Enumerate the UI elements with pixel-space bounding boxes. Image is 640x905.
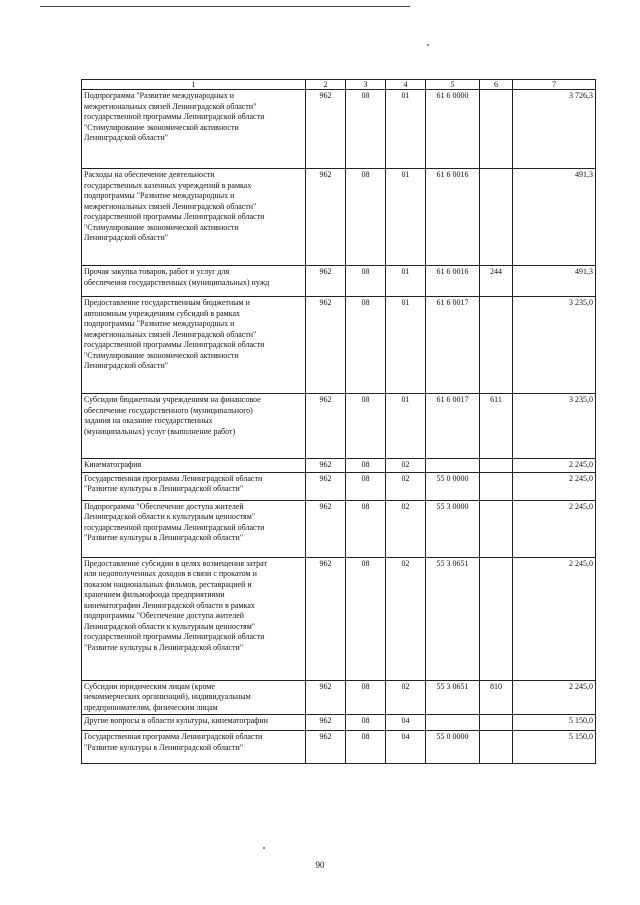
target-article-code: 61 6 0016 xyxy=(426,169,480,266)
section-code: 08 xyxy=(346,731,386,764)
amount: 2 245,0 xyxy=(513,472,596,500)
row-name xyxy=(82,297,306,394)
target-article-code xyxy=(426,459,480,473)
table-row xyxy=(82,731,596,764)
table-row xyxy=(82,500,596,557)
expense-type-code xyxy=(480,557,513,680)
row-name-line: Кинематография xyxy=(84,460,142,469)
row-name-line: кинематографии Ленинградской области в рамках xyxy=(84,600,255,610)
section-code: 08 xyxy=(346,394,386,459)
amount: 2 245,0 xyxy=(513,500,596,557)
amount: 2 245,0 xyxy=(513,557,596,680)
target-article-code xyxy=(426,715,480,731)
header-cell-6: 6 xyxy=(480,80,513,90)
row-name-line: Субсидии юридическим лицам (кроме xyxy=(84,681,215,691)
section-code: 08 xyxy=(346,459,386,473)
expense-type-code xyxy=(480,90,513,169)
row-name-line: подпрограммы "Развитие международных и xyxy=(84,319,235,328)
row-name xyxy=(82,557,306,680)
row-name-line: Прочая закупка товаров, работ и услуг для xyxy=(84,267,230,276)
table-row xyxy=(82,90,596,169)
row-name-line: автономным учреждениям субсидий в рамках xyxy=(84,308,241,318)
row-name-line: Ленинградской области к культурным ценностям" xyxy=(84,621,256,631)
row-name-line: Субсидии бюджетным учреждениям на финансовое xyxy=(84,395,261,404)
row-name-line: "Стимулирование экономической активности xyxy=(84,222,239,232)
row-name-line: межрегиональных связей Ленинградской области" xyxy=(84,201,257,211)
amount: 3 235,0 xyxy=(513,394,596,459)
section-code: 08 xyxy=(346,500,386,557)
ministry-code: 962 xyxy=(306,731,346,764)
subsection-code: 02 xyxy=(386,472,426,500)
row-name-line: Государственная программа Ленинградской области xyxy=(84,732,263,741)
row-name-line: "Развитие культуры в Ленинградской области" xyxy=(84,484,244,493)
page-number: 90 xyxy=(315,860,325,870)
row-name-line: государственной программы Ленинградской области xyxy=(84,632,265,641)
amount: 2 245,0 xyxy=(513,459,596,473)
subsection-code: 04 xyxy=(386,715,426,731)
subsection-code: 01 xyxy=(386,90,426,169)
table-row xyxy=(82,459,596,473)
row-name xyxy=(82,394,306,459)
row-name-line: Расходы на обеспечение деятельности xyxy=(84,170,215,179)
row-name-line: Предоставление субсидии в целях возмещения затрат xyxy=(84,558,267,568)
subsection-code: 01 xyxy=(386,266,426,297)
row-name xyxy=(82,266,306,297)
target-article-code: 55 3 0000 xyxy=(426,500,480,557)
target-article-code: 61 6 0017 xyxy=(426,297,480,394)
subsection-code: 01 xyxy=(386,394,426,459)
row-name-line: государственной программы Ленинградской области xyxy=(84,212,265,221)
expense-type-code xyxy=(480,500,513,557)
table-row xyxy=(82,297,596,394)
section-code: 08 xyxy=(346,169,386,266)
ministry-code: 962 xyxy=(306,90,346,169)
row-name-line: Ленинградской области" xyxy=(84,133,168,142)
subsection-code: 02 xyxy=(386,680,426,715)
section-code: 08 xyxy=(346,90,386,169)
row-name-line: "Развитие культуры в Ленинградской области" xyxy=(84,533,244,542)
header-cell-5: 5 xyxy=(426,80,480,90)
header-cell-3: 3 xyxy=(346,80,386,90)
section-code: 08 xyxy=(346,266,386,297)
row-name-line: хранением фильмофонда предприятиями xyxy=(84,590,225,599)
target-article-code: 61 6 0016 xyxy=(426,266,480,297)
row-name-line: подпрограммы "Развитие международных и xyxy=(84,191,235,200)
expense-type-code xyxy=(480,472,513,500)
row-name-line: обеспечения государственных (муниципальных) нужд xyxy=(84,277,270,287)
row-name-line: "Стимулирование экономической активности xyxy=(84,122,239,132)
row-name-line: Подпрограмма "Обеспечение доступа жителей xyxy=(84,501,244,511)
subsection-code: 02 xyxy=(386,459,426,473)
section-code: 08 xyxy=(346,715,386,731)
ministry-code: 962 xyxy=(306,297,346,394)
amount: 3 235,0 xyxy=(513,297,596,394)
row-name-line: Государственная программа Ленинградской области xyxy=(84,473,263,483)
section-code: 08 xyxy=(346,680,386,715)
ministry-code: 962 xyxy=(306,557,346,680)
expense-type-code xyxy=(480,297,513,394)
row-name-line: государственных казенных учреждений в рамках xyxy=(84,180,252,190)
ministry-code: 962 xyxy=(306,266,346,297)
row-name xyxy=(82,731,306,764)
amount: 5 150,0 xyxy=(513,715,596,731)
table-row xyxy=(82,169,596,266)
ministry-code: 962 xyxy=(306,169,346,266)
subsection-code: 01 xyxy=(386,297,426,394)
row-name-line: Ленинградской области к культурным ценностям" xyxy=(84,512,256,521)
section-code: 08 xyxy=(346,472,386,500)
expense-type-code: 244 xyxy=(480,266,513,297)
scan-speck xyxy=(427,44,429,46)
subsection-code: 02 xyxy=(386,500,426,557)
row-name-line: "Стимулирование экономической активности xyxy=(84,350,239,360)
row-name xyxy=(82,169,306,266)
ministry-code: 962 xyxy=(306,459,346,473)
target-article-code: 55 3 0651 xyxy=(426,680,480,715)
table-row xyxy=(82,557,596,680)
subsection-code: 02 xyxy=(386,557,426,680)
row-name xyxy=(82,680,306,715)
table-row xyxy=(82,680,596,715)
row-name-line: Подпрограмма "Развитие международных и xyxy=(84,91,234,100)
expense-type-code xyxy=(480,731,513,764)
row-name-line: межрегиональных связей Ленинградской области" xyxy=(84,101,257,111)
section-code: 08 xyxy=(346,557,386,680)
row-name-line: показом национальных фильмов, реставрацией и xyxy=(84,579,252,589)
row-name xyxy=(82,472,306,500)
target-article-code: 61 6 0017 xyxy=(426,394,480,459)
header-cell-4: 4 xyxy=(386,80,426,90)
table-row xyxy=(82,394,596,459)
top-rule xyxy=(40,6,410,7)
row-name-line: предпринимателям, физическим лицам xyxy=(84,702,218,712)
target-article-code: 61 6 0000 xyxy=(426,90,480,169)
section-code: 08 xyxy=(346,297,386,394)
row-name xyxy=(82,715,306,731)
table-row xyxy=(82,472,596,500)
table-row xyxy=(82,266,596,297)
amount: 491,3 xyxy=(513,266,596,297)
header-cell-7: 7 xyxy=(513,80,596,90)
row-name-line: или недополученных доходов в связи с прокатом и xyxy=(84,569,257,578)
expense-type-code xyxy=(480,459,513,473)
expense-type-code: 611 xyxy=(480,394,513,459)
expense-type-code xyxy=(480,169,513,266)
scan-speck xyxy=(263,847,265,849)
row-name-line: Ленинградской области" xyxy=(84,233,168,242)
ministry-code: 962 xyxy=(306,680,346,715)
table-row xyxy=(82,715,596,731)
row-name-line: Предоставление государственным бюджетным и xyxy=(84,298,250,307)
row-name-line: "Развитие культуры в Ленинградской области" xyxy=(84,642,244,652)
amount: 3 726,3 xyxy=(513,90,596,169)
table-header-row xyxy=(82,80,596,90)
header-cell-1: 1 xyxy=(82,80,306,90)
amount: 5 150,0 xyxy=(513,731,596,764)
amount: 491,3 xyxy=(513,169,596,266)
expense-type-code: 810 xyxy=(480,680,513,715)
header-cell-2: 2 xyxy=(306,80,346,90)
row-name-line: государственной программы Ленинградской области xyxy=(84,340,265,349)
budget-table xyxy=(81,79,596,764)
target-article-code: 55 3 0651 xyxy=(426,557,480,680)
row-name-line: государственной программы Ленинградской области xyxy=(84,522,265,532)
target-article-code: 55 0 0000 xyxy=(426,472,480,500)
ministry-code: 962 xyxy=(306,394,346,459)
row-name-line: Ленинградской области" xyxy=(84,361,168,370)
expense-type-code xyxy=(480,715,513,731)
row-name-line: задания на оказание государственных xyxy=(84,416,213,425)
row-name xyxy=(82,90,306,169)
subsection-code: 01 xyxy=(386,169,426,266)
row-name-line: подпрограммы "Обеспечение доступа жителей xyxy=(84,611,245,620)
amount: 2 245,0 xyxy=(513,680,596,715)
row-name xyxy=(82,500,306,557)
row-name xyxy=(82,459,306,473)
row-name-line: межрегиональных связей Ленинградской области" xyxy=(84,329,257,339)
row-name-line: обеспечение государственного (муниципального) xyxy=(84,405,253,415)
row-name-line: государственной программы Ленинградской области xyxy=(84,112,265,121)
row-name-line: "Развитие культуры в Ленинградской области" xyxy=(84,742,244,752)
ministry-code: 962 xyxy=(306,500,346,557)
ministry-code: 962 xyxy=(306,472,346,500)
target-article-code: 55 0 0000 xyxy=(426,731,480,764)
ministry-code: 962 xyxy=(306,715,346,731)
subsection-code: 04 xyxy=(386,731,426,764)
row-name-line: (муниципальных) услуг (выполнение работ) xyxy=(84,426,236,436)
row-name-line: Другие вопросы в области культуры, кинематографии xyxy=(84,716,268,725)
row-name-line: некоммерческих организаций), индивидуальным xyxy=(84,692,251,701)
